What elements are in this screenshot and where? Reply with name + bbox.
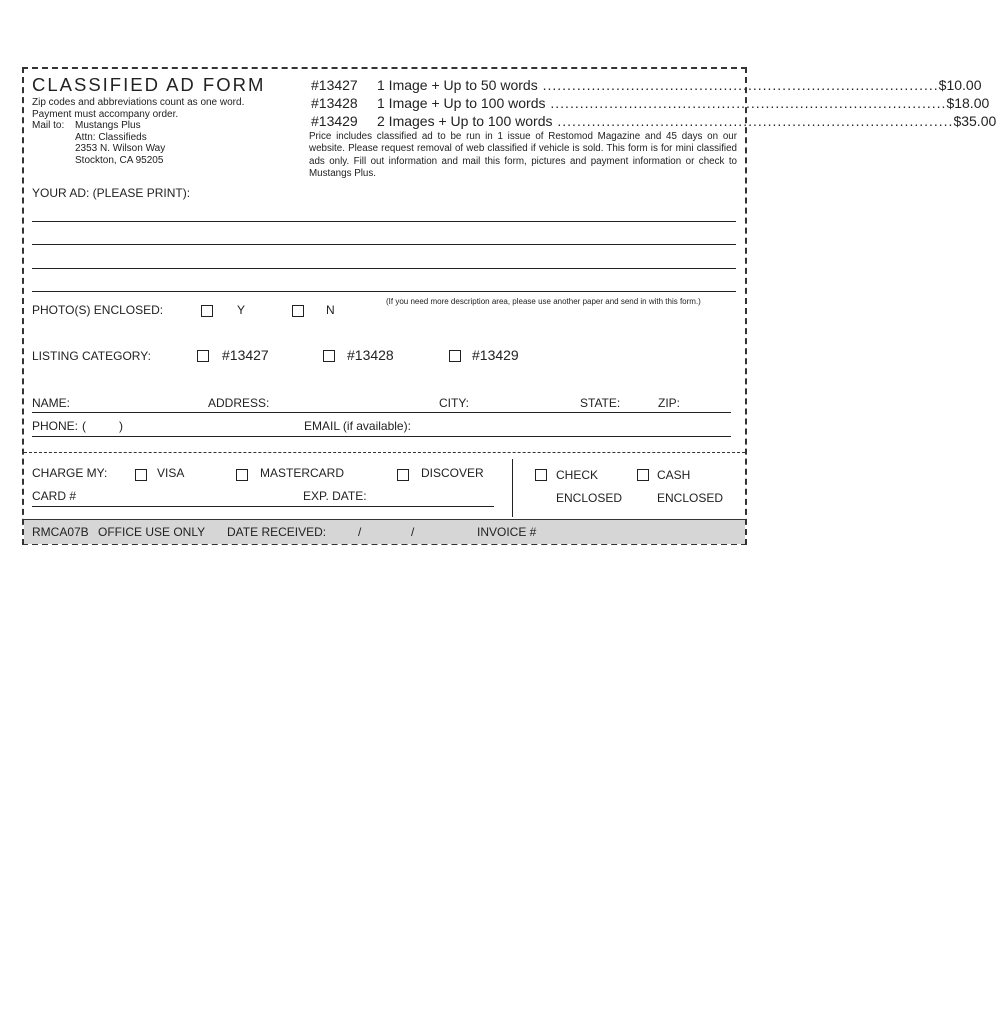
listing-13429-checkbox[interactable]: [449, 350, 461, 362]
pricing-price: $10.00: [938, 77, 982, 93]
date-received-label: DATE RECEIVED:: [227, 525, 327, 539]
dot-leader: .................................................................................: [552, 113, 954, 129]
pricing-code: #13427: [311, 77, 358, 93]
section-divider: [24, 452, 745, 453]
check-enclosed-checkbox[interactable]: [535, 469, 547, 481]
address-line-4: Stockton, CA 95205: [75, 154, 164, 166]
pricing-desc: 2 Images + Up to 100 words: [377, 113, 553, 129]
listing-category-label: LISTING CATEGORY:: [32, 349, 151, 363]
pricing-price: $18.00: [946, 95, 990, 111]
address-line-2: Attn: Classifieds: [75, 131, 147, 143]
address-line-1: Mustangs Plus: [75, 120, 141, 131]
visa-checkbox[interactable]: [135, 469, 147, 481]
name-address-field-line[interactable]: [32, 412, 731, 413]
pricing-code: #13428: [311, 95, 358, 111]
mastercard-checkbox[interactable]: [236, 469, 248, 481]
listing-option-label: #13429: [472, 347, 519, 363]
name-label: NAME:: [32, 396, 71, 410]
pricing-desc-line: [377, 77, 982, 93]
zip-label: ZIP:: [658, 396, 681, 410]
cash-label: CASH: [657, 468, 691, 482]
address-line-3: 2353 N. Wilson Way: [75, 143, 166, 154]
phone-label: PHONE:: [32, 419, 79, 433]
discover-label: DISCOVER: [421, 466, 484, 480]
listing-option-label: #13428: [347, 347, 394, 363]
cash-enclosed-checkbox[interactable]: [637, 469, 649, 481]
pricing-desc: 1 Image + Up to 100 words: [377, 95, 546, 111]
pricing-desc-line: [377, 113, 996, 129]
discover-checkbox[interactable]: [397, 469, 409, 481]
pricing-desc: 1 Image + Up to 50 words: [377, 77, 538, 93]
photos-yes-checkbox[interactable]: [201, 305, 213, 317]
check-label: CHECK: [556, 468, 599, 482]
card-info-field-line[interactable]: [32, 506, 494, 507]
pricing-code: #13429: [311, 113, 358, 129]
city-label: CITY:: [439, 396, 470, 410]
charge-my-label: CHARGE MY:: [32, 466, 108, 480]
ad-text-line-3[interactable]: [32, 268, 736, 269]
phone-area-close: ): [119, 419, 123, 433]
pricing-price: $35.00: [953, 113, 996, 129]
date-slash: /: [411, 525, 415, 539]
exp-date-label: EXP. DATE:: [303, 489, 367, 503]
listing-13428-checkbox[interactable]: [323, 350, 335, 362]
photos-yes-label: Y: [237, 303, 246, 317]
email-label: EMAIL (if available):: [304, 419, 411, 433]
listing-option-label: #13427: [222, 347, 269, 363]
photos-no-label: N: [326, 303, 335, 317]
more-description-note: (If you need more description area, please use another paper and send in with this form.): [386, 297, 701, 306]
mail-to-label: Mail to:: [32, 120, 65, 131]
address-label: ADDRESS:: [208, 396, 270, 410]
visa-label: VISA: [157, 466, 185, 480]
office-use-only-label: OFFICE USE ONLY: [98, 525, 206, 539]
dot-leader: .................................................................................: [545, 95, 947, 111]
invoice-label: INVOICE #: [477, 525, 537, 539]
mastercard-label: MASTERCARD: [260, 466, 345, 480]
check-enclosed-label: ENCLOSED: [556, 491, 623, 505]
pricing-desc-line: [377, 95, 990, 111]
ad-text-line-4[interactable]: [32, 291, 736, 292]
ad-text-line-1[interactable]: [32, 221, 736, 222]
date-slash: /: [358, 525, 362, 539]
payment-divider: [512, 459, 513, 517]
form-code: RMCA07B: [32, 525, 89, 539]
price-note: Price includes classified ad to be run in 1 issue of Restomod Magazine and 45 days on our website. Please request removal of web classified if vehicle is sold. This form is for mini classified ads only. Fill out information and mail this form, pictures and payment information or check to Mustangs Plus.: [309, 131, 737, 180]
photos-no-checkbox[interactable]: [292, 305, 304, 317]
form-title: CLASSIFIED AD FORM: [32, 74, 266, 95]
phone-email-field-line[interactable]: [32, 436, 731, 437]
your-ad-label: YOUR AD: (PLEASE PRINT):: [32, 186, 191, 200]
card-number-label: CARD #: [32, 489, 77, 503]
ad-text-line-2[interactable]: [32, 244, 736, 245]
phone-area-open: (: [82, 419, 86, 433]
dot-leader: .................................................................................: [537, 77, 939, 93]
info-line-2: Payment must accompany order.: [32, 108, 179, 120]
cash-enclosed-label: ENCLOSED: [657, 491, 724, 505]
info-line-1: Zip codes and abbreviations count as one word.: [32, 97, 245, 108]
listing-13427-checkbox[interactable]: [197, 350, 209, 362]
photos-enclosed-label: PHOTO(S) ENCLOSED:: [32, 303, 164, 317]
state-label: STATE:: [580, 396, 621, 410]
